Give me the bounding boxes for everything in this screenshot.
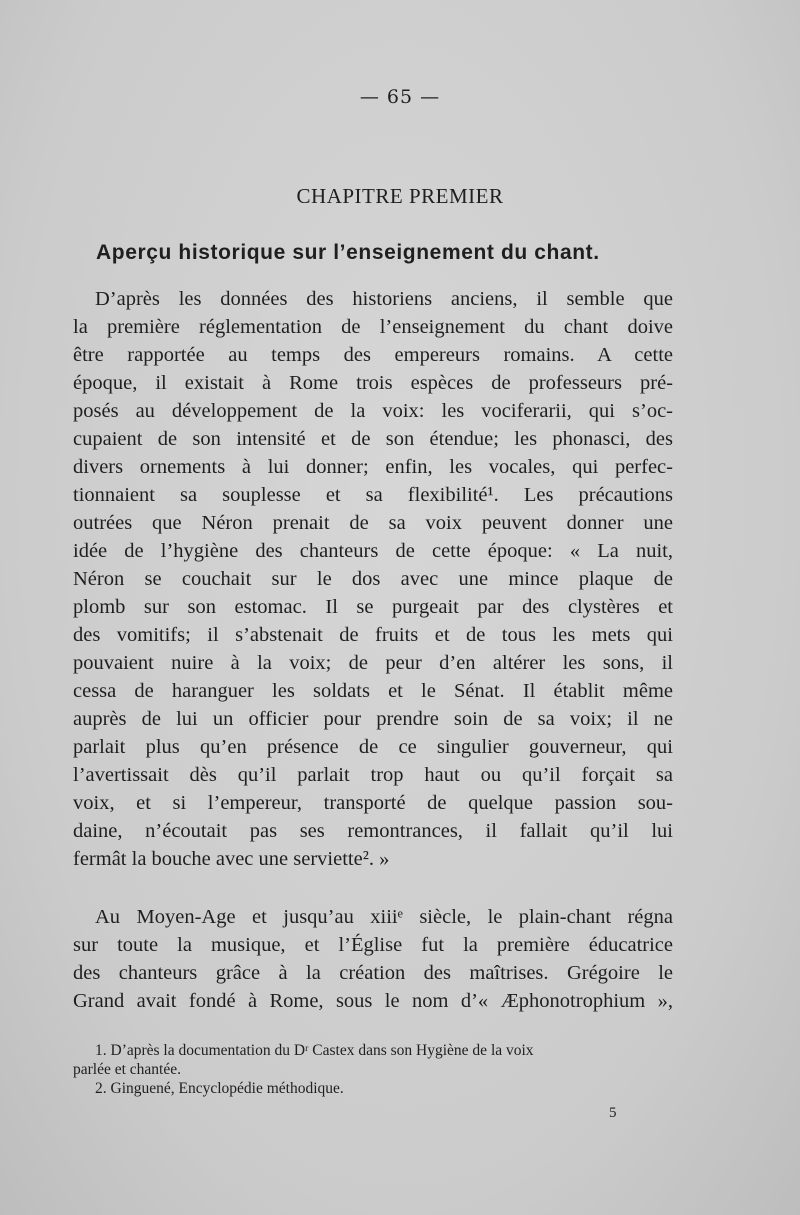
text-line: parlait plus qu’en présence de ce singulier gouverneur, qui [73, 736, 673, 758]
text-line: D’après les données des historiens anciens, il semble que [95, 288, 673, 310]
text-line: outrées que Néron prenait de sa voix peuvent donner une [73, 512, 673, 534]
text-line: sur toute la musique, et l’Église fut la première éducatrice [73, 934, 673, 956]
footnote-1-continued: parlée et chantée. [73, 1061, 181, 1078]
chapter-title: CHAPITRE PREMIER [296, 184, 504, 208]
text-line: pouvaient nuire à la voix; de peur d’en altérer les sons, il [73, 652, 673, 674]
text-line: posés au développement de la voix: les vociferarii, qui s’oc- [73, 400, 673, 422]
paragraph-2 [73, 903, 673, 1015]
text-line: divers ornements à lui donner; enfin, les vocales, qui perfec- [73, 456, 673, 478]
text-line: cessa de haranguer les soldats et le Sénat. Il établit même [73, 680, 673, 702]
section-title: Aperçu historique sur l’enseignement du chant. [96, 241, 600, 264]
text-line: daine, n’écoutait pas ses remontrances, il fallait qu’il lui [73, 820, 673, 842]
text-line: être rapportée au temps des empereurs romains. A cette [73, 344, 673, 366]
text-line: tionnaient sa souplesse et sa flexibilité¹. Les précautions [73, 484, 673, 506]
text-line: époque, il existait à Rome trois espèces de professeurs pré- [73, 372, 673, 394]
footnote-1: 1. D’après la documentation du Dʳ Castex dans son Hygiène de la voix [95, 1042, 534, 1059]
text-line: auprès de lui un officier pour prendre soin de sa voix; il ne [73, 708, 673, 730]
page-number: — 65 — [359, 86, 441, 108]
text-line: Grand avait fondé à Rome, sous le nom d’« Æphonotrophium », [73, 990, 673, 1012]
text-line: Néron se couchait sur le dos avec une mince plaque de [73, 568, 673, 590]
footnote-2: 2. Ginguené, Encyclopédie méthodique. [95, 1080, 344, 1097]
text-line: l’avertissait dès qu’il parlait trop haut ou qu’il forçait sa [73, 764, 673, 786]
paragraph-1 [73, 285, 673, 873]
text-line: plomb sur son estomac. Il se purgeait par des clystères et [73, 596, 673, 618]
text-line: la première réglementation de l’enseignement du chant doive [73, 316, 673, 338]
text-line: idée de l’hygiène des chanteurs de cette époque: « La nuit, [73, 540, 673, 562]
signature-mark: 5 [609, 1105, 617, 1121]
text-line: Au Moyen-Age et jusqu’au xiiiᵉ siècle, le plain-chant régna [95, 906, 673, 928]
footnotes [73, 1041, 673, 1098]
text-line: voix, et si l’empereur, transporté de quelque passion sou- [73, 792, 673, 814]
text-line: des chanteurs grâce à la création des maîtrises. Grégoire le [73, 962, 673, 984]
text-line: fermât la bouche avec une serviette². » [73, 848, 390, 870]
text-line: cupaient de son intensité et de son étendue; les phonasci, des [73, 428, 673, 450]
text-line: des vomitifs; il s’abstenait de fruits et de tous les mets qui [73, 624, 673, 646]
